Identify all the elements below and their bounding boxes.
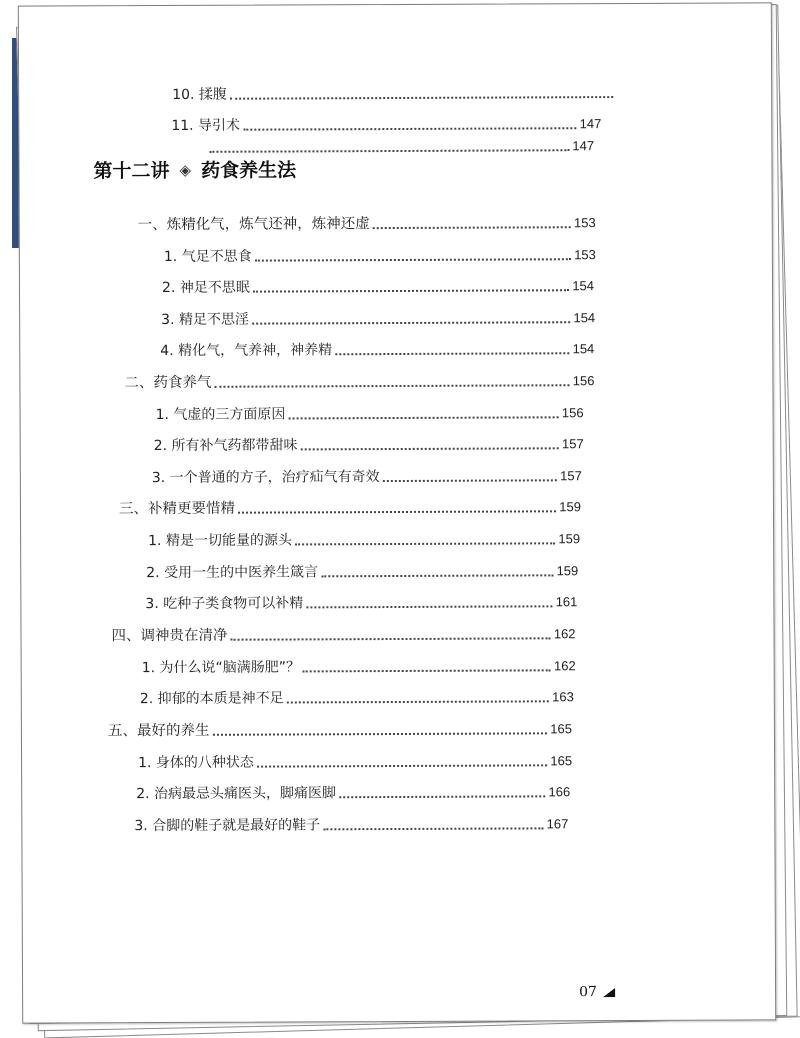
corner-mark-icon [603,988,615,997]
toc-entry-page: 154 [572,341,595,357]
toc-entry [142,651,576,677]
toc-entry [134,809,568,835]
toc-entry-label: 1. 身体的八种状态 [138,754,254,772]
toc-entry-label: 10. 揉腹 [172,86,227,103]
dot-leader [214,384,569,388]
toc-entry-label: 1. 精是一切能量的源头 [148,532,292,550]
toc-section [119,492,581,518]
lecture-page: 147 [572,138,595,154]
toc-entry-label: 3. 一个普通的方子，治疗疝气有奇效 [151,469,380,487]
dot-leader [383,479,557,482]
lecture-subtitle: 药食养生法 [201,159,297,182]
page-number [579,984,615,1000]
toc-entry-page: 159 [559,499,582,515]
dot-leader [257,764,547,767]
dot-leader [230,96,613,100]
toc-entry-page: 166 [548,784,571,800]
toc-entry-label: 2. 抑郁的本质是神不足 [139,690,284,708]
toc-entry-label: 二、药食养气 [124,374,212,392]
toc-entry-page: 157 [561,436,584,452]
dot-leader [288,416,558,419]
toc-entry-label: 11. 导引术 [171,117,241,134]
toc-entry-label: 1. 气虚的三方面原因 [155,406,286,424]
lecture-heading [93,155,296,183]
toc-entry-page: 163 [552,689,574,705]
toc-entry-label: 三、补精更要惜精 [118,500,236,518]
toc-entry-page: 159 [556,563,579,579]
toc-section [124,366,594,392]
dot-leader [339,795,545,798]
dot-leader [323,827,543,830]
toc-entry-label: 1. 气足不思食 [163,248,252,266]
toc-entry-page: 159 [558,531,581,547]
toc-entry-page: 165 [550,753,573,769]
toc-entry-label: 一、炼精化气，炼气还神，炼神还虚 [137,216,370,234]
toc-entry-page: 156 [561,405,584,421]
toc-entry-page: 167 [546,816,569,832]
toc-entry [152,461,582,487]
dot-leader [301,447,559,450]
toc-entry-page: 162 [553,658,576,674]
toc-entry [145,587,577,613]
toc-entry-label: 2. 所有补气药都带甜味 [153,437,298,455]
toc-entry-page: 162 [553,626,576,642]
dot-leader [303,669,551,672]
lecture-number: 第十二讲 [93,159,170,183]
dot-leader [295,542,555,545]
toc-entry [140,682,574,708]
toc-entry-page: 157 [560,468,582,484]
toc-page [18,2,776,1023]
toc-entry [154,429,584,455]
toc-entry-page: 147 [579,116,602,132]
dot-leader [335,352,569,355]
toc-entry-label: 3. 精足不思淫 [161,311,250,329]
toc-entry [156,398,584,424]
dot-leader [238,510,556,513]
toc-entry-page: 153 [573,215,596,231]
toc-entry [160,334,594,360]
dot-leader [209,149,569,153]
toc-entry-label: 五、最好的养生 [107,722,210,740]
toc-entry-page: 156 [572,373,595,389]
toc-entry-label: 1. 为什么说“脑满肠肥”？ [141,659,301,677]
dot-leader [243,127,577,130]
toc-entry-page: 154 [573,310,596,326]
toc-entry [146,556,578,582]
dot-leader [231,637,551,640]
ornament-icon: ◈ [179,160,192,179]
toc-section [111,619,575,645]
toc-entry-page: 161 [555,594,578,610]
toc-entry [172,78,616,104]
toc-entry-page: 165 [550,721,572,737]
toc-entry-label: 四、调神贵在清净 [111,627,228,645]
toc-section [108,714,572,740]
dot-leader [287,700,549,703]
toc-entry-page: 153 [574,247,596,263]
toc-entry [136,777,570,803]
toc-entry [148,524,580,550]
toc-entry-label: 3. 吃种子类食物可以补精 [145,595,304,613]
toc-entry [162,271,594,297]
dot-leader [255,258,571,261]
dot-leader [253,289,569,292]
toc-entry-page: 154 [572,278,595,294]
toc-entry-label: 2. 神足不思眠 [161,279,250,297]
toc-entry-label: 2. 受用一生的中医养生箴言 [146,564,319,582]
dot-leader [252,321,570,324]
toc-section [138,208,596,234]
page-number-text: 07 [579,984,597,1001]
dot-leader [212,732,547,735]
toc-entry [138,746,572,772]
toc-entry-label: 3. 合脚的鞋子就是最好的鞋子 [134,817,321,835]
dot-leader [306,605,552,608]
toc-entry [171,109,601,135]
toc-entry-label: 4. 精化气，气养神，神养精 [160,342,333,360]
toc-entry-label: 2. 治病最忌头痛医头，脚痛医脚 [136,785,337,803]
toc-entry [164,240,596,266]
dot-leader [321,574,553,577]
dot-leader [373,226,571,229]
toc-entry [161,303,595,329]
